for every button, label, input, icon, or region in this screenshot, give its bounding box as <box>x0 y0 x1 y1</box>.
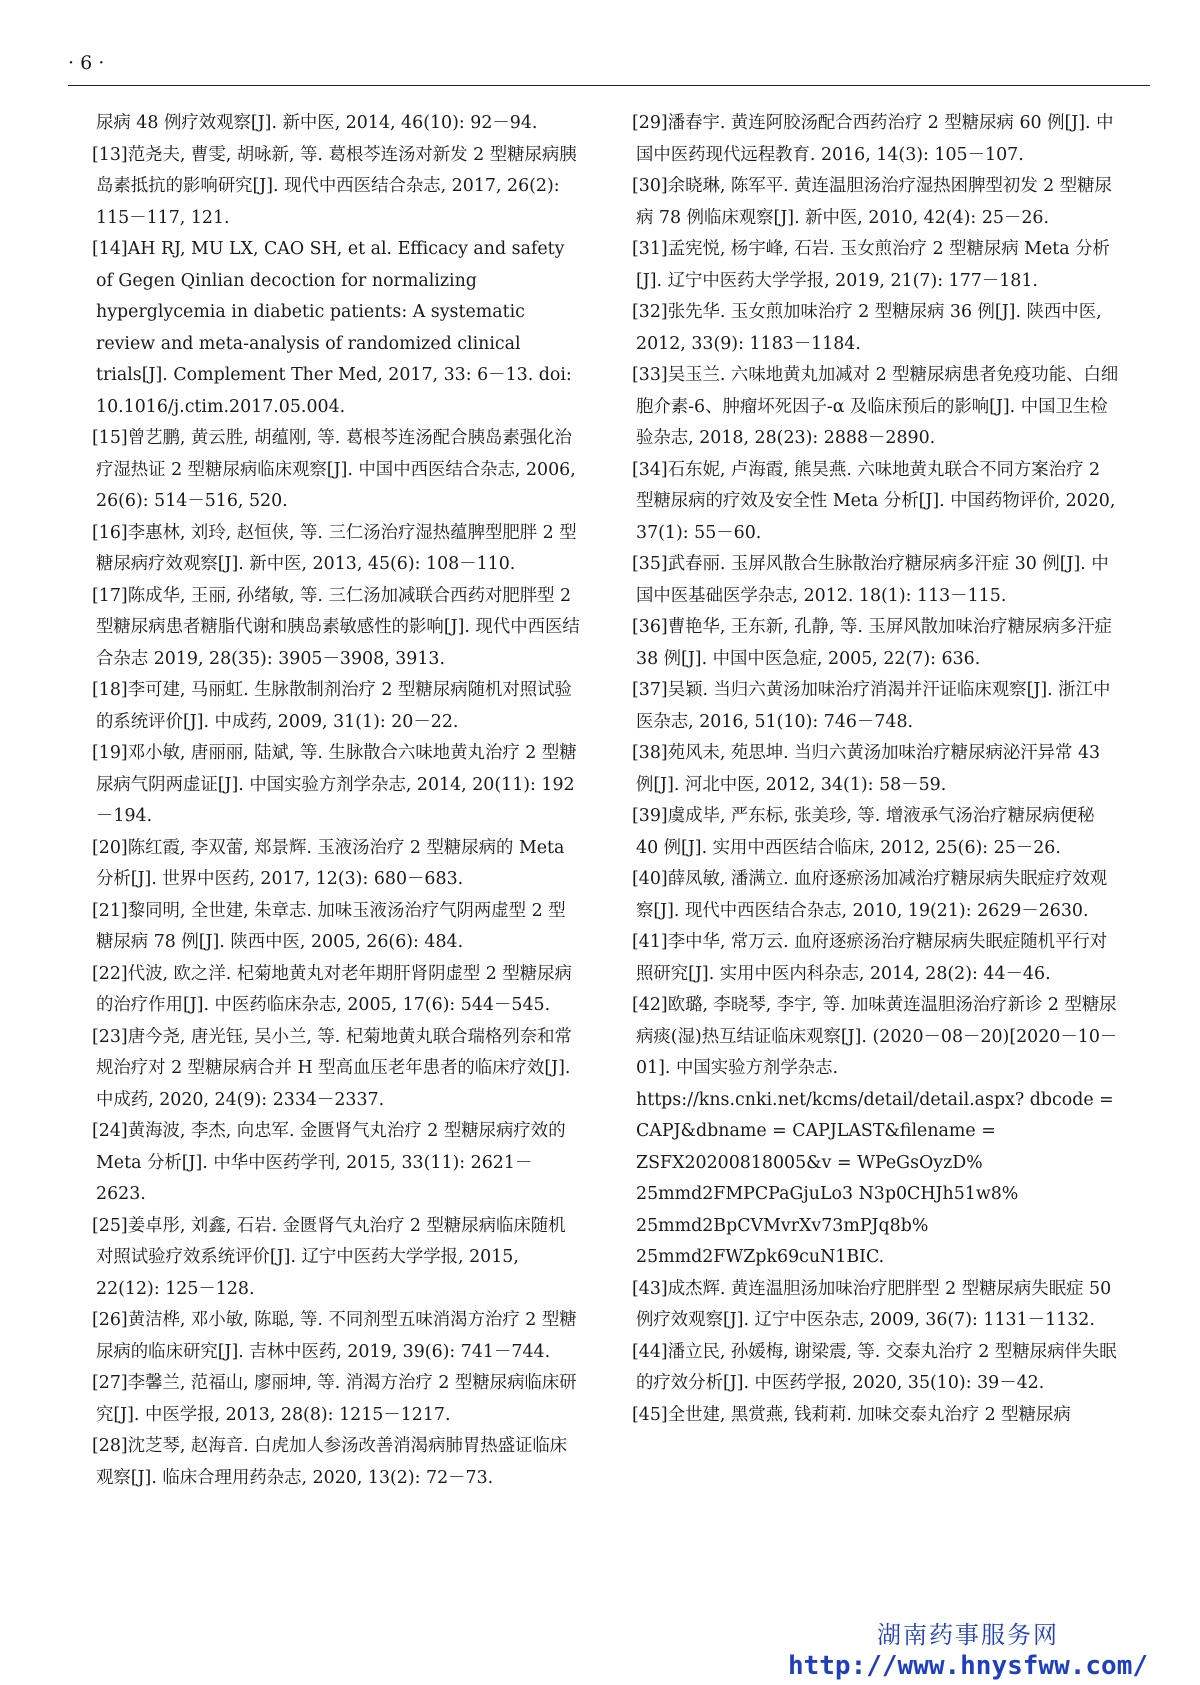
watermark-url[interactable]: http://www.hnysfww.com/ <box>787 1651 1148 1681</box>
reference-text: 姜卓彤, 刘鑫, 石岩. 金匮肾气丸治疗 2 型糖尿病临床随机对照试验疗效系统评价[J]. 辽宁中医药大学学报, 2015, 22(12): 125－128. <box>96 1215 566 1299</box>
reference-text: 余晓琳, 陈军平. 黄连温胆汤治疗湿热困脾型初发 2 型糖尿病 78 例临床观察[J]. 新中医, 2010, 42(4): 25－26. <box>636 176 1112 228</box>
page-header <box>68 46 1150 86</box>
reference-text: 孟宪悦, 杨宇峰, 石岩. 玉女煎治疗 2 型糖尿病 Meta 分析[J]. 辽宁中医药大学学报, 2019, 21(7): 177－181. <box>636 239 1110 291</box>
reference-entry <box>632 612 1120 675</box>
reference-text: 武春丽. 玉屏风散合生脉散治疗糖尿病多汗症 30 例[J]. 中国中医基础医学杂志, 2012. 18(1): 113－115. <box>636 554 1109 606</box>
reference-number: [14] <box>92 239 128 259</box>
reference-number: [45] <box>632 1404 668 1425</box>
reference-entry <box>92 1431 580 1494</box>
reference-number: [16] <box>92 522 128 543</box>
reference-number: [35] <box>632 554 668 574</box>
reference-number: [15] <box>92 428 128 448</box>
reference-text: AH RJ, MU LX, CAO SH, et al. Efficacy and safety of Gegen Qinlian decoction for normalizing hyperglycemia in diabetic patients: A systematic review and meta-analysis of randomized clinical trials[J]. Complement Ther Med, 2017, 33: 6－13. doi: 10.1016/j.ctim.2017.05.004. <box>96 239 572 417</box>
reference-text: 曹艳华, 王东新, 孔静, 等. 玉屏风散加味治疗糖尿病多汗症 38 例[J]. 中国中医急症, 2005, 22(7): 636. <box>636 617 1112 669</box>
reference-number: [19] <box>92 743 128 763</box>
reference-number: [36] <box>632 617 668 637</box>
reference-text: 潘春宇. 黄连阿胶汤配合西药治疗 2 型糖尿病 60 例[J]. 中国中医药现代远程教育. 2016, 14(3): 105－107. <box>636 113 1114 165</box>
reference-number: [13] <box>92 144 128 165</box>
reference-text: 黎同明, 全世建, 朱章志. 加味玉液汤治疗气阴两虚型 2 型糖尿病 78 例[J]. 陕西中医, 2005, 26(6): 484. <box>96 900 566 952</box>
reference-text: 全世建, 黑赏燕, 钱莉莉. 加味交泰丸治疗 2 型糖尿病 <box>667 1404 1071 1425</box>
reference-text: 黄海波, 李杰, 向忠军. 金匮肾气丸治疗 2 型糖尿病疗效的 Meta 分析[J]. 中华中医药学刊, 2015, 33(11): 2621－2623. <box>96 1121 566 1204</box>
reference-entry <box>632 297 1120 360</box>
reference-text: 曾艺鹏, 黄云胜, 胡蕴刚, 等. 葛根芩连汤配合胰岛素强化治疗湿热证 2 型糖尿病临床观察[J]. 中国中西医结合杂志, 2006, 26(6): 514－516, 520. <box>96 428 576 511</box>
page-number: · 6 · <box>68 52 105 74</box>
reference-entry <box>632 990 1120 1274</box>
reference-number: [22] <box>92 963 128 984</box>
reference-text: 张先华. 玉女煎加味治疗 2 型糖尿病 36 例[J]. 陕西中医, 2012, 33(9): 1183－1184. <box>636 302 1102 354</box>
reference-number: [44] <box>632 1341 668 1362</box>
reference-entry <box>92 1116 580 1211</box>
reference-number: [29] <box>632 113 668 133</box>
reference-text: 尿病 48 例疗效观察[J]. 新中医, 2014, 46(10): 92－94. <box>96 113 538 133</box>
reference-number: [26] <box>92 1310 128 1330</box>
reference-entry <box>92 423 580 518</box>
reference-entry <box>632 549 1120 612</box>
reference-entry <box>632 675 1120 738</box>
reference-text: 邓小敏, 唐丽丽, 陆斌, 等. 生脉散合六味地黄丸治疗 2 型糖尿病气阴两虚证[J]. 中国实验方剂学杂志, 2014, 20(11): 192－194. <box>96 743 577 826</box>
reference-text: 沈芝琴, 赵海音. 白虎加人参汤改善消渴病肺胃热盛证临床观察[J]. 临床合理用药杂志, 2020, 13(2): 72－73. <box>96 1436 568 1488</box>
reference-entry <box>92 833 580 896</box>
reference-entry <box>92 1022 580 1117</box>
watermark-title: 湖南药事服务网 <box>876 1621 1059 1649</box>
reference-text: 潘立民, 孙媛梅, 谢梁震, 等. 交泰丸治疗 2 型糖尿病伴失眠的疗效分析[J]. 中医药学报, 2020, 35(10): 39－42. <box>636 1341 1117 1393</box>
reference-entry <box>632 801 1120 864</box>
reference-number: [32] <box>632 302 668 322</box>
reference-entry <box>632 864 1120 927</box>
reference-text: 陈红霞, 李双蕾, 郑景辉. 玉液汤治疗 2 型糖尿病的 Meta 分析[J]. 世界中医药, 2017, 12(3): 680－683. <box>96 837 565 889</box>
reference-text: 李中华, 常万云. 血府逐瘀汤治疗糖尿病失眠症随机平行对照研究[J]. 实用中医内科杂志, 2014, 28(2): 44－46. <box>636 932 1108 984</box>
reference-entry <box>632 360 1120 455</box>
reference-entry <box>92 675 580 738</box>
reference-number: [38] <box>632 743 668 763</box>
reference-entry <box>92 896 580 959</box>
reference-number: [34] <box>632 459 668 480</box>
reference-text: 成杰辉. 黄连温胆汤加味治疗肥胖型 2 型糖尿病失眠症 50 例疗效观察[J]. 辽宁中医杂志, 2009, 36(7): 1131－1132. <box>636 1278 1112 1330</box>
reference-entry <box>92 1368 580 1431</box>
reference-entry <box>92 581 580 676</box>
reference-entry <box>632 108 1120 171</box>
reference-list-left <box>92 108 580 1494</box>
reference-text: 陈成华, 王丽, 孙绪敏, 等. 三仁汤加减联合西药对肥胖型 2 型糖尿病患者糖脂代谢和胰岛素敏感性的影响[J]. 现代中西医结合杂志 2019, 28(35): 3905－3908, 3913. <box>96 585 580 669</box>
reference-number: [25] <box>92 1215 128 1236</box>
reference-entry <box>92 234 580 423</box>
reference-text: 虞成毕, 严东标, 张美珍, 等. 增液承气汤治疗糖尿病便秘 40 例[J]. 实用中西医结合临床, 2012, 25(6): 25－26. <box>636 806 1095 858</box>
reference-text: 李惠林, 刘玲, 赵恒侠, 等. 三仁汤治疗湿热蕴脾型肥胖 2 型糖尿病疗效观察[J]. 新中医, 2013, 45(6): 108－110. <box>96 522 577 574</box>
reference-number: [43] <box>632 1278 668 1299</box>
reference-number: [28] <box>92 1436 128 1456</box>
reference-text: 黄洁桦, 邓小敏, 陈聪, 等. 不同剂型五味消渴方治疗 2 型糖尿病的临床研究[J]. 吉林中医药, 2019, 39(6): 741－744. <box>96 1310 577 1362</box>
reference-entry <box>92 518 580 581</box>
reference-number: [33] <box>632 365 668 385</box>
reference-text: 李可建, 马丽虹. 生脉散制剂治疗 2 型糖尿病随机对照试验的系统评价[J]. 中成药, 2009, 31(1): 20－22. <box>96 680 572 732</box>
reference-entry <box>632 738 1120 801</box>
reference-entry <box>632 171 1120 234</box>
reference-text: 唐今尧, 唐光钰, 吴小兰, 等. 杞菊地黄丸联合瑞格列奈和常规治疗对 2 型糖尿病合并 H 型高血压老年患者的临床疗效[J]. 中成药, 2020, 24(9): 2334－2337. <box>96 1026 572 1110</box>
reference-number: [41] <box>632 932 668 952</box>
reference-number: [18] <box>92 680 128 700</box>
reference-text: 薛凤敏, 潘满立. 血府逐瘀汤加减治疗糖尿病失眠症疗效观察[J]. 现代中西医结合杂志, 2010, 19(21): 2629－2630. <box>636 869 1108 921</box>
reference-number: [24] <box>92 1121 128 1141</box>
reference-entry <box>92 1211 580 1306</box>
reference-text: 李馨兰, 范福山, 廖丽坤, 等. 消渴方治疗 2 型糖尿病临床研究[J]. 中医学报, 2013, 28(8): 1215－1217. <box>96 1373 577 1425</box>
reference-text: 欧璐, 李晓琴, 李宇, 等. 加味黄连温胆汤治疗新诊 2 型糖尿病痰(湿)热互结证临床观察[J]. (2020－08－20)[2020－10－01]. 中国实验方剂学杂志. https://kns.cnki.net/kcms/detail/detail.aspx? dbcode = CAPJ&dbname = CAPJLAST&filename = ZSFX20200818005&v = WPeGsOyzD% 25mmd2FMPCPaGjuLo3 N3p0CHJh51w8% 25mmd2BpCVMvrXv73mPJq8b% 25mmd2FWZpk69cuN1BIC. <box>636 995 1118 1267</box>
reference-entry <box>92 959 580 1022</box>
reference-number: [30] <box>632 176 668 196</box>
reference-entry <box>632 1400 1120 1432</box>
reference-number: [20] <box>92 837 128 858</box>
reference-entry <box>96 108 580 140</box>
reference-number: [39] <box>632 806 668 826</box>
reference-number: [21] <box>92 900 128 921</box>
reference-number: [23] <box>92 1026 128 1047</box>
reference-text: 范尧夫, 曹雯, 胡咏新, 等. 葛根芩连汤对新发 2 型糖尿病胰岛素抵抗的影响研究[J]. 现代中西医结合杂志, 2017, 26(2): 115－117, 121. <box>96 144 577 228</box>
reference-entry <box>92 1305 580 1368</box>
reference-entry <box>92 140 580 235</box>
reference-entry <box>632 455 1120 550</box>
reference-text: 苑风未, 苑思坤. 当归六黄汤加味治疗糖尿病泌汗异常 43 例[J]. 河北中医, 2012, 34(1): 58－59. <box>636 743 1101 795</box>
reference-entry <box>632 1337 1120 1400</box>
watermark <box>788 1620 1148 1682</box>
reference-entry <box>632 927 1120 990</box>
reference-number: [40] <box>632 869 668 889</box>
reference-number: [17] <box>92 585 128 606</box>
reference-list-right <box>632 108 1120 1431</box>
reference-number: [37] <box>632 680 668 700</box>
reference-number: [27] <box>92 1373 128 1393</box>
reference-text: 石东妮, 卢海霞, 熊昊燕. 六味地黄丸联合不同方案治疗 2 型糖尿病的疗效及安全性 Meta 分析[J]. 中国药物评价, 2020, 37(1): 55－60. <box>636 459 1116 543</box>
reference-text: 代波, 欧之洋. 杞菊地黄丸对老年期肝肾阴虚型 2 型糖尿病的治疗作用[J]. 中医药临床杂志, 2005, 17(6): 544－545. <box>96 963 572 1015</box>
reference-text: 吴颖. 当归六黄汤加味治疗消渴并汗证临床观察[J]. 浙江中医杂志, 2016, 51(10): 746－748. <box>636 680 1111 732</box>
reference-entry <box>632 1274 1120 1337</box>
reference-number: [31] <box>632 239 668 259</box>
reference-text: 吴玉兰. 六味地黄丸加减对 2 型糖尿病患者免疫功能、白细胞介素-6、肿瘤坏死因子-α 及临床预后的影响[J]. 中国卫生检验杂志, 2018, 28(23): 2888－2890. <box>636 365 1119 448</box>
header-rule <box>68 85 1150 86</box>
reference-number: [42] <box>632 995 668 1015</box>
reference-entry <box>632 234 1120 297</box>
reference-entry <box>92 738 580 833</box>
